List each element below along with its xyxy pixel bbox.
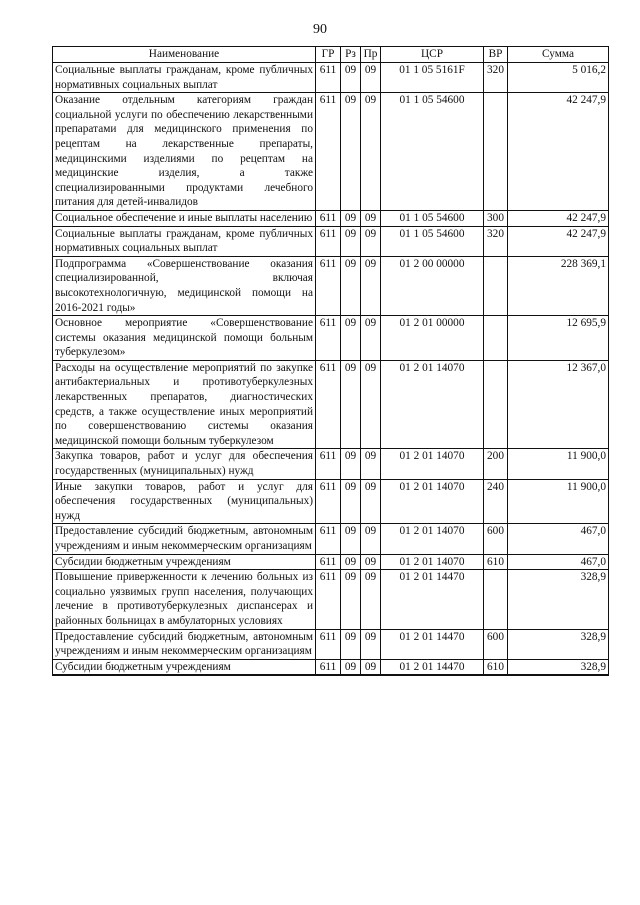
row-name: Предоставление субсидий бюджетным, автономным учреждениям и иным некоммерческим организациям <box>53 629 316 659</box>
row-vr: 600 <box>484 524 508 554</box>
row-vr: 320 <box>484 63 508 93</box>
row-csr: 01 2 00 00000 <box>381 256 484 315</box>
row-pr: 09 <box>361 93 381 211</box>
row-name: Расходы на осуществление мероприятий по закупке антибактериальных и противотуберкулезных лекарственных препаратов, диагностических средств, а также осуществление иных мероприятий по совершенствованию системы оказания медицинской помощи больным туберкулезом <box>53 360 316 449</box>
row-gr: 611 <box>316 360 341 449</box>
row-sum: 12 695,9 <box>508 316 609 361</box>
row-sum: 467,0 <box>508 554 609 570</box>
row-vr: 240 <box>484 479 508 524</box>
row-gr: 611 <box>316 570 341 629</box>
row-gr: 611 <box>316 63 341 93</box>
row-rz: 09 <box>341 316 361 361</box>
row-name: Социальные выплаты гражданам, кроме публичных нормативных социальных выплат <box>53 63 316 93</box>
table-row <box>53 63 609 93</box>
page-number: 90 <box>313 22 327 37</box>
table-row <box>53 570 609 629</box>
row-gr: 611 <box>316 256 341 315</box>
row-vr <box>484 256 508 315</box>
row-csr: 01 1 05 54600 <box>381 226 484 256</box>
header-sum: Сумма <box>508 47 609 63</box>
row-csr: 01 2 01 14070 <box>381 524 484 554</box>
table-row <box>53 449 609 479</box>
row-csr: 01 2 01 14070 <box>381 554 484 570</box>
row-vr: 610 <box>484 554 508 570</box>
row-sum: 42 247,9 <box>508 93 609 211</box>
row-rz: 09 <box>341 63 361 93</box>
row-sum: 5 016,2 <box>508 63 609 93</box>
row-name: Социальное обеспечение и иные выплаты населению <box>53 210 316 226</box>
header-vr: ВР <box>484 47 508 63</box>
row-csr: 01 1 05 5161F <box>381 63 484 93</box>
row-gr: 611 <box>316 659 341 675</box>
row-name: Подпрограмма «Совершенствование оказания специализированной, включая высокотехнологичную, медицинской помощи на 2016-2021 годы» <box>53 256 316 315</box>
row-sum: 228 369,1 <box>508 256 609 315</box>
table-row <box>53 93 609 211</box>
row-vr: 600 <box>484 629 508 659</box>
row-sum: 12 367,0 <box>508 360 609 449</box>
row-rz: 09 <box>341 570 361 629</box>
row-sum: 467,0 <box>508 524 609 554</box>
row-sum: 11 900,0 <box>508 479 609 524</box>
row-name: Повышение приверженности к лечению больных из социально уязвимых групп населения, получающих лечение в противотуберкулезных диспансерах и районных больницах в амбулаторных условиях <box>53 570 316 629</box>
row-sum: 11 900,0 <box>508 449 609 479</box>
row-sum: 328,9 <box>508 629 609 659</box>
row-rz: 09 <box>341 93 361 211</box>
row-gr: 611 <box>316 316 341 361</box>
row-csr: 01 2 01 14470 <box>381 659 484 675</box>
row-csr: 01 2 01 00000 <box>381 316 484 361</box>
row-pr: 09 <box>361 316 381 361</box>
row-vr <box>484 93 508 211</box>
row-rz: 09 <box>341 360 361 449</box>
row-csr: 01 2 01 14470 <box>381 629 484 659</box>
header-name: Наименование <box>53 47 316 63</box>
row-pr: 09 <box>361 554 381 570</box>
row-vr: 610 <box>484 659 508 675</box>
table-row <box>53 479 609 524</box>
row-vr <box>484 570 508 629</box>
row-pr: 09 <box>361 629 381 659</box>
row-gr: 611 <box>316 554 341 570</box>
row-csr: 01 1 05 54600 <box>381 93 484 211</box>
row-vr: 300 <box>484 210 508 226</box>
row-vr <box>484 360 508 449</box>
table-row <box>53 524 609 554</box>
row-csr: 01 2 01 14470 <box>381 570 484 629</box>
row-vr: 200 <box>484 449 508 479</box>
row-name: Социальные выплаты гражданам, кроме публичных нормативных социальных выплат <box>53 226 316 256</box>
table-row <box>53 659 609 675</box>
row-sum: 328,9 <box>508 659 609 675</box>
row-name: Закупка товаров, работ и услуг для обеспечения государственных (муниципальных) нужд <box>53 449 316 479</box>
row-vr: 320 <box>484 226 508 256</box>
table-row <box>53 554 609 570</box>
row-gr: 611 <box>316 210 341 226</box>
row-pr: 09 <box>361 210 381 226</box>
row-name: Субсидии бюджетным учреждениям <box>53 554 316 570</box>
table-row <box>53 210 609 226</box>
row-gr: 611 <box>316 449 341 479</box>
row-gr: 611 <box>316 479 341 524</box>
row-gr: 611 <box>316 524 341 554</box>
budget-table <box>52 46 609 676</box>
row-pr: 09 <box>361 226 381 256</box>
row-csr: 01 2 01 14070 <box>381 479 484 524</box>
row-csr: 01 2 01 14070 <box>381 360 484 449</box>
header-csr: ЦСР <box>381 47 484 63</box>
row-csr: 01 2 01 14070 <box>381 449 484 479</box>
row-name: Основное мероприятие «Совершенствование системы оказания медицинской помощи больным туберкулезом» <box>53 316 316 361</box>
header-gr: ГР <box>316 47 341 63</box>
table-row <box>53 629 609 659</box>
row-pr: 09 <box>361 63 381 93</box>
table-row <box>53 226 609 256</box>
row-pr: 09 <box>361 570 381 629</box>
row-gr: 611 <box>316 93 341 211</box>
row-rz: 09 <box>341 554 361 570</box>
row-rz: 09 <box>341 659 361 675</box>
row-rz: 09 <box>341 479 361 524</box>
row-name: Иные закупки товаров, работ и услуг для обеспечения государственных (муниципальных) нужд <box>53 479 316 524</box>
row-rz: 09 <box>341 524 361 554</box>
row-sum: 328,9 <box>508 570 609 629</box>
row-name: Субсидии бюджетным учреждениям <box>53 659 316 675</box>
table-row <box>53 256 609 315</box>
row-rz: 09 <box>341 256 361 315</box>
row-gr: 611 <box>316 226 341 256</box>
row-name: Оказание отдельным категориям граждан социальной услуги по обеспечению лекарственными препаратами для медицинского применения по рецептам на лекарственные препараты, медицинскими изделиями по рецептам на медицинские изделия, а также специализированными продуктами лечебного питания для детей-инвалидов <box>53 93 316 211</box>
row-gr: 611 <box>316 629 341 659</box>
row-pr: 09 <box>361 479 381 524</box>
row-sum: 42 247,9 <box>508 210 609 226</box>
row-pr: 09 <box>361 256 381 315</box>
row-rz: 09 <box>341 629 361 659</box>
row-rz: 09 <box>341 210 361 226</box>
row-rz: 09 <box>341 449 361 479</box>
row-pr: 09 <box>361 524 381 554</box>
table-row <box>53 360 609 449</box>
row-csr: 01 1 05 54600 <box>381 210 484 226</box>
row-pr: 09 <box>361 659 381 675</box>
header-pr: Пр <box>361 47 381 63</box>
row-pr: 09 <box>361 360 381 449</box>
row-pr: 09 <box>361 449 381 479</box>
row-sum: 42 247,9 <box>508 226 609 256</box>
header-rz: Рз <box>341 47 361 63</box>
row-vr <box>484 316 508 361</box>
table-header-row <box>53 47 609 63</box>
row-name: Предоставление субсидий бюджетным, автономным учреждениям и иным некоммерческим организациям <box>53 524 316 554</box>
table-row <box>53 316 609 361</box>
row-rz: 09 <box>341 226 361 256</box>
